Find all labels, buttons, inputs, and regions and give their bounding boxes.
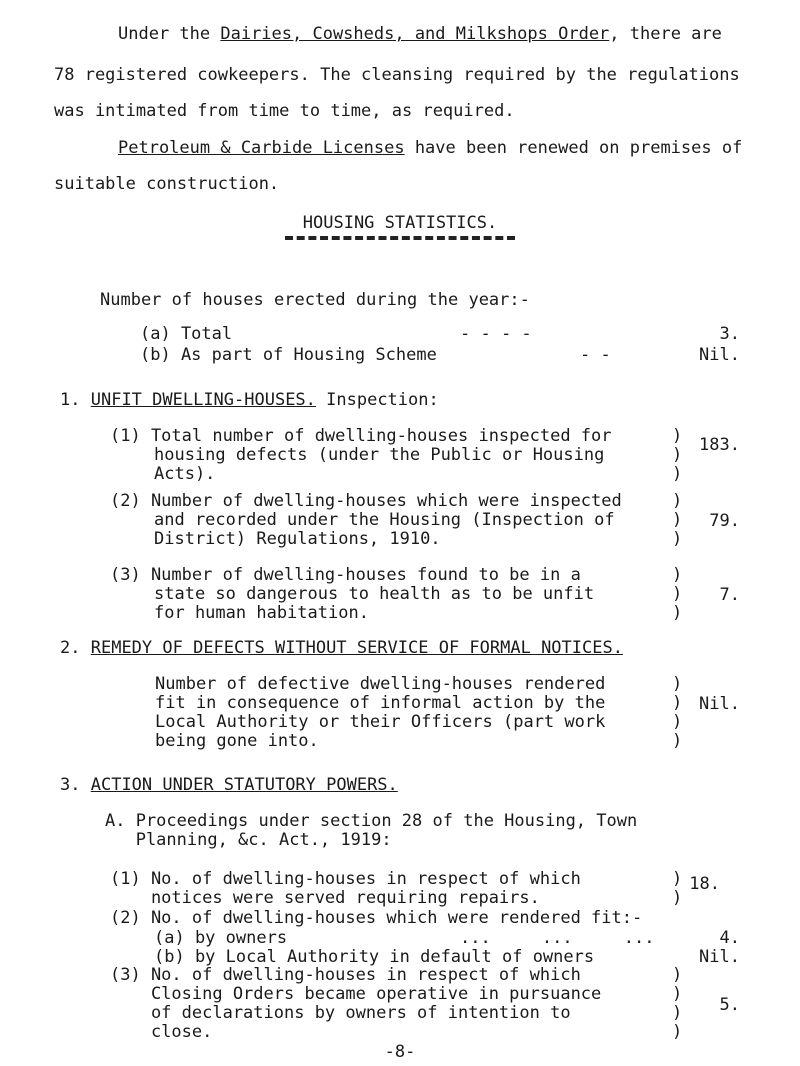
bracket: ) ) ) ) bbox=[672, 965, 683, 1042]
intro-line-1: Under the Dairies, Cowsheds, and Milkshops Order, there are bbox=[118, 24, 722, 44]
section-2-text: Number of defective dwelling-houses rendered fit in consequence of informal action by the Local Authority or their Officers (part work being gone into. bbox=[155, 674, 606, 751]
section-3-intro: A. Proceedings under section 28 of the Housing, Town Planning, &c. Act., 1919: bbox=[105, 811, 638, 850]
houses-a-value: 3. bbox=[719, 324, 740, 344]
section-3-item-3: (3) No. of dwelling-houses in respect of which Closing Orders became operative in pursuance of declarations by owners of intention to close. bbox=[110, 965, 602, 1042]
bracket: ) ) ) bbox=[672, 491, 683, 549]
section-3-item-1: (1) No. of dwelling-houses in respect of which notices were served requiring repairs. bbox=[110, 869, 581, 908]
section-3-item-2a-dots: ... ... ... bbox=[460, 928, 655, 948]
section-3-item-2: (2) No. of dwelling-houses which were rendered fit:- bbox=[110, 908, 643, 928]
section-1-heading: 1. UNFIT DWELLING-HOUSES. Inspection: bbox=[60, 390, 439, 410]
houses-a-dots: - - - - bbox=[460, 324, 532, 344]
petroleum-licenses-title: Petroleum & Carbide Licenses bbox=[118, 138, 405, 158]
section-3-value-2a: 4. bbox=[719, 928, 740, 948]
section-3-value-1: 18. bbox=[689, 874, 720, 894]
title-divider bbox=[285, 236, 515, 246]
houses-heading: Number of houses erected during the year:- bbox=[100, 290, 530, 310]
section-3-value-2b: Nil. bbox=[699, 947, 740, 967]
houses-b-label: (b) As part of Housing Scheme bbox=[140, 345, 437, 365]
section-1-item-1: (1) Total number of dwelling-houses inspected for housing defects (under the Public or Housing Acts). bbox=[110, 426, 612, 484]
section-3-value-3: 5. bbox=[719, 995, 740, 1015]
section-2-value: Nil. bbox=[699, 694, 740, 714]
section-1-value-3: 7. bbox=[719, 585, 740, 605]
section-1-value-1: 183. bbox=[699, 435, 740, 455]
section-1-item-3: (3) Number of dwelling-houses found to be in a state so dangerous to health as to be unfit for human habitation. bbox=[110, 565, 595, 623]
bracket: ) ) ) ) bbox=[672, 674, 683, 751]
dairies-order-title: Dairies, Cowsheds, and Milkshops Order bbox=[220, 24, 610, 44]
intro-line-4: Petroleum & Carbide Licenses have been renewed on premises of bbox=[118, 138, 743, 158]
section-1-value-2: 79. bbox=[709, 511, 740, 531]
page-number: -8- bbox=[384, 1042, 416, 1062]
bracket: ) ) ) bbox=[672, 565, 683, 623]
bracket: ) ) ) bbox=[672, 426, 683, 484]
section-3-item-2a: (a) by owners bbox=[154, 928, 288, 948]
houses-b-dots: - - bbox=[580, 345, 611, 365]
intro-line-5: suitable construction. bbox=[54, 174, 280, 194]
intro-line-2: 78 registered cowkeepers. The cleansing required by the regulations bbox=[54, 65, 740, 85]
page-title: HOUSING STATISTICS. bbox=[302, 213, 498, 233]
section-3-heading: 3. ACTION UNDER STATUTORY POWERS. bbox=[60, 775, 398, 795]
intro-line-3: was intimated from time to time, as required. bbox=[54, 101, 515, 121]
bracket: ) ) bbox=[672, 869, 683, 908]
section-1-item-2: (2) Number of dwelling-houses which were inspected and recorded under the Housing (Inspection of District) Regulations, 1910. bbox=[110, 491, 622, 549]
section-3-item-2b: (b) by Local Authority in default of owners bbox=[154, 947, 595, 967]
section-2-heading: 2. REMEDY OF DEFECTS WITHOUT SERVICE OF FORMAL NOTICES. bbox=[60, 638, 623, 658]
houses-b-value: Nil. bbox=[699, 345, 740, 365]
houses-a-label: (a) Total bbox=[140, 324, 233, 344]
